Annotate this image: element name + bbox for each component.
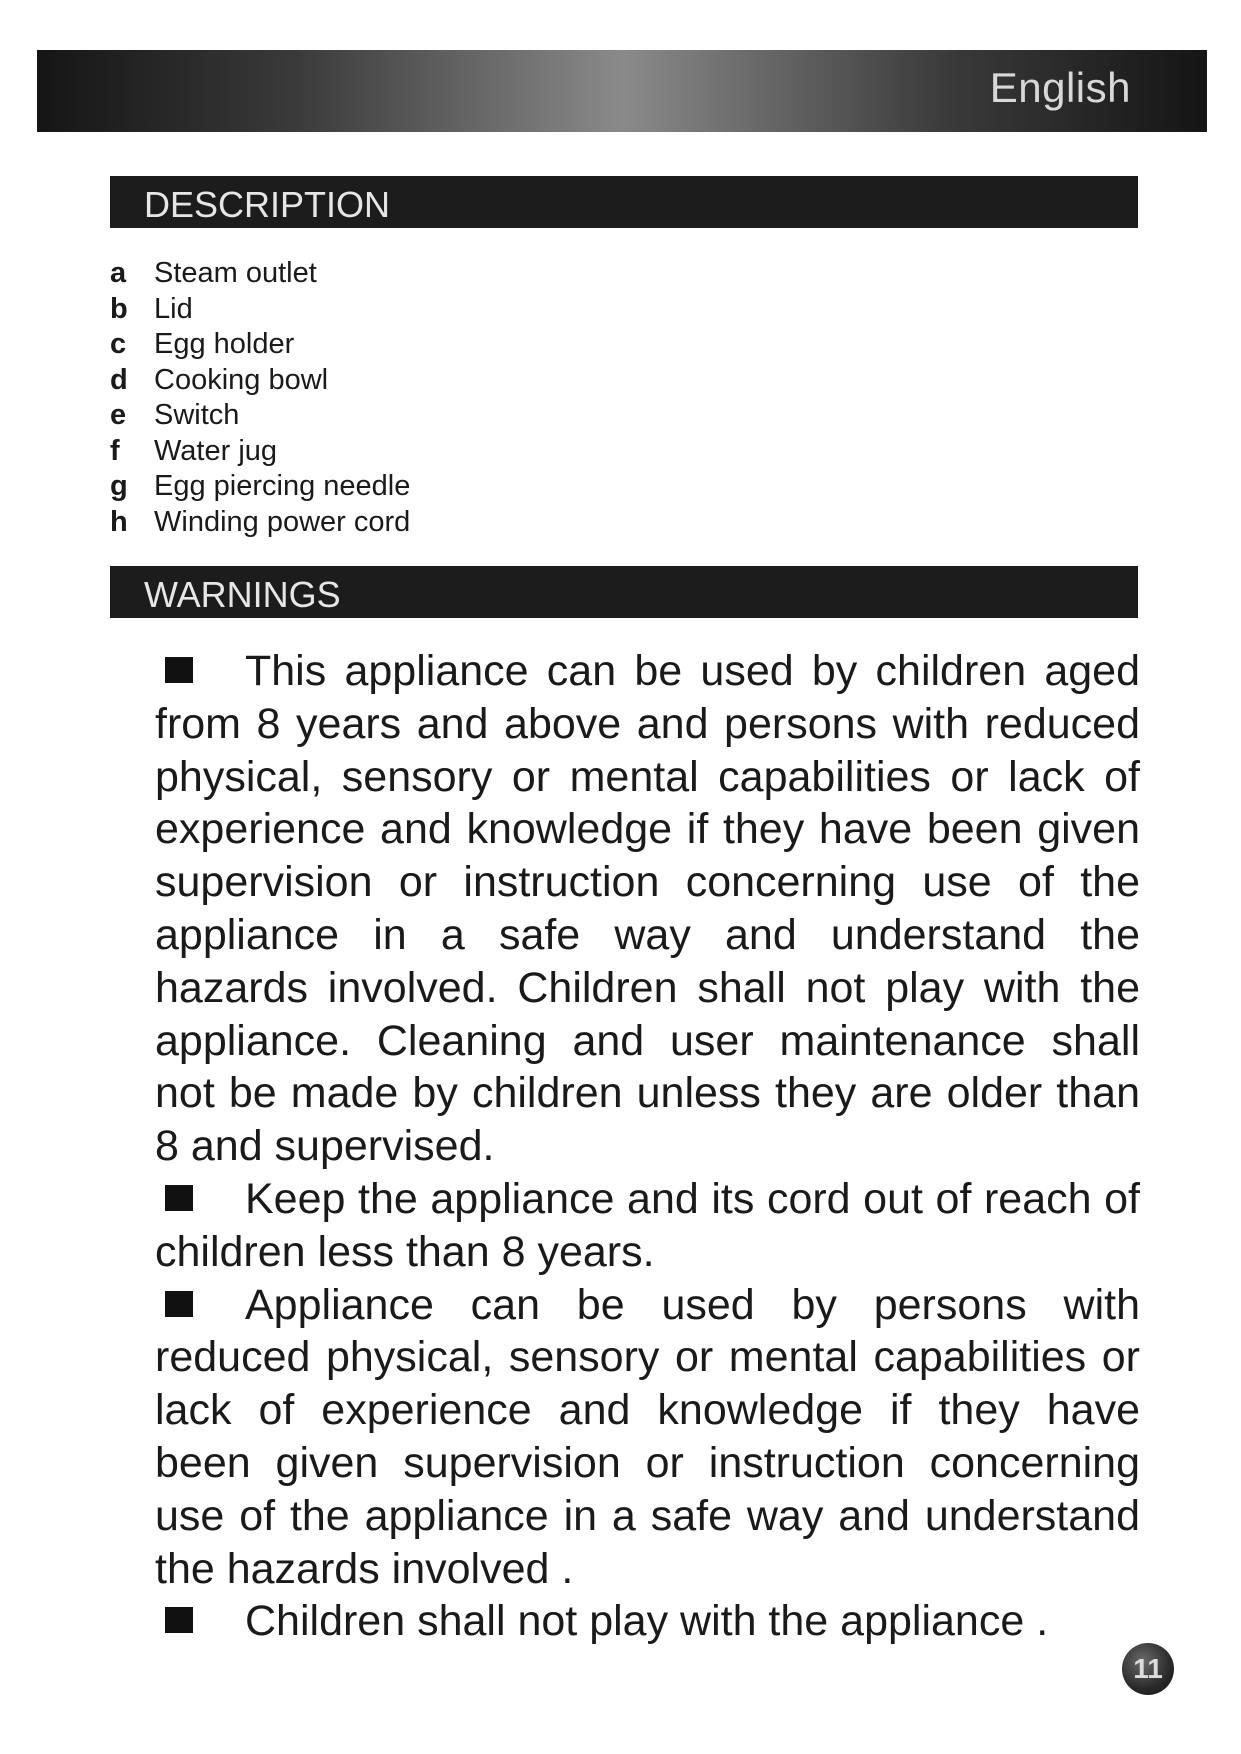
part-label: Egg piercing needle [154,470,411,502]
part-label: Switch [154,399,240,431]
part-label: Water jug [154,434,278,467]
description-header [110,176,1138,228]
part-label: Steam outlet [154,257,317,289]
square-bullet-icon [165,657,193,683]
warning-text: Appliance can be used by persons with reduced physical, sensory or mental capabilities or lack of experience and knowledge if they have been given supervision or instruction concerning use of the appliance in a safe way and understand the hazards involved . [155,1280,1140,1593]
part-letter: d [110,363,128,396]
language-label: English [989,64,1131,111]
part-label: Cooking bowl [154,363,329,396]
part-letter: b [110,292,128,325]
parts-list [110,256,410,540]
warning-item [155,1173,1140,1279]
warning-text: Keep the appliance and its cord out of reach of children less than 8 years. [155,1174,1140,1276]
description-title: DESCRIPTION [144,184,391,225]
part-item [110,256,410,292]
warning-item [155,645,1140,1173]
part-label: Winding power cord [154,505,411,538]
page-number-badge: 11 [1122,1643,1174,1695]
warning-text: This appliance can be used by children aged from 8 years and above and persons with reduced physical, sensory or mental capabilities or lack of experience and knowledge if they have been given supervision or instruction concerning use of the appliance in a safe way and understand the hazards involved. Children shall not play with the appliance. Cleaning and user maintenance shall not be made by children unless they are older than 8 and supervised. [155,647,1140,1171]
part-letter: a [110,257,127,289]
square-bullet-icon [165,1185,193,1211]
square-bullet-icon [165,1607,193,1633]
warnings-list [155,645,1140,1648]
part-item [110,434,410,470]
part-letter: c [110,328,127,360]
part-item [110,363,410,399]
square-bullet-icon [165,1291,193,1317]
part-item [110,469,410,505]
part-label: Lid [154,292,193,325]
part-item [110,292,410,328]
part-item [110,505,410,541]
part-letter: f [110,434,120,467]
part-label: Egg holder [154,328,295,360]
warnings-header [110,566,1138,618]
part-letter: h [110,505,128,538]
warnings-title: WARNINGS [144,574,341,615]
top-banner [37,50,1207,132]
part-letter: e [110,399,127,431]
warning-item [155,1279,1140,1596]
part-item [110,327,410,363]
warning-item [155,1595,1140,1648]
part-letter: g [110,470,128,502]
warning-text: Children shall not play with the appliance . [245,1597,1049,1646]
part-item [110,398,410,434]
